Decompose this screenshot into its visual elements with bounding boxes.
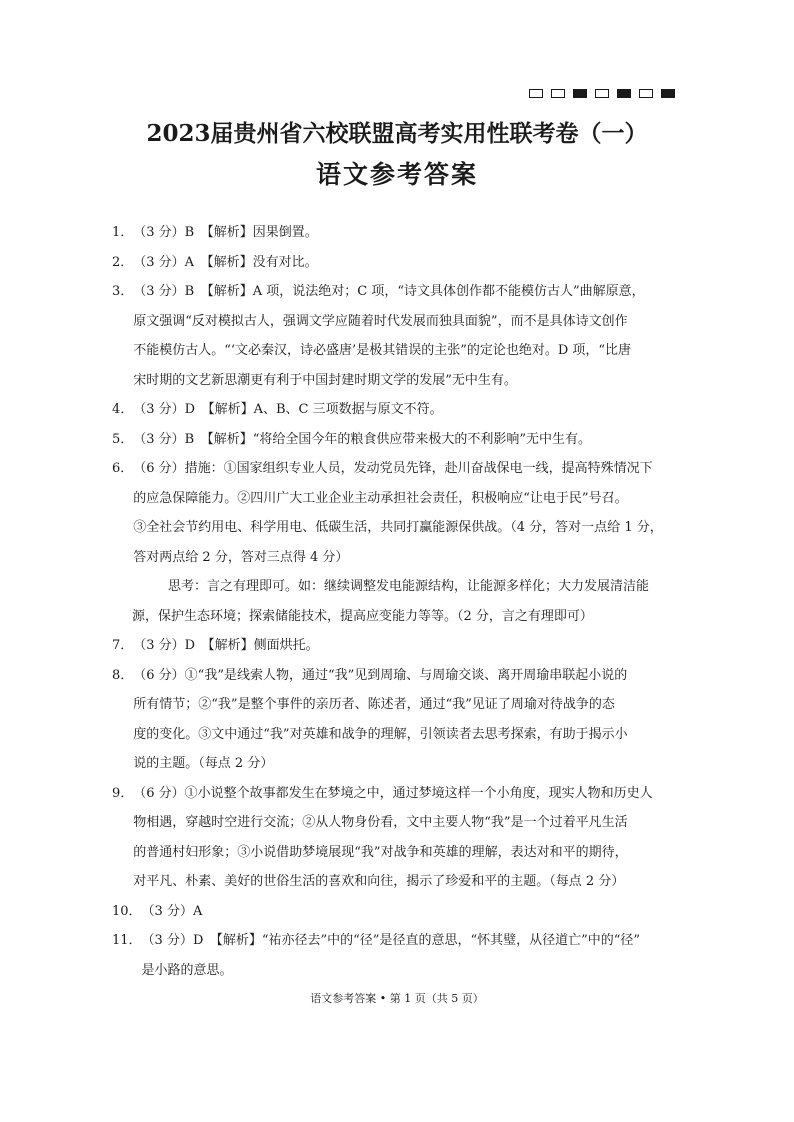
answer-number: 5． [112,431,134,447]
answer-item [112,897,692,927]
answer-list [112,218,692,985]
answer-number: 2． [112,254,134,270]
answer-line: （3 分）A 【解析】没有对比。 [133,254,318,270]
answer-number: 9． [112,785,134,801]
answer-body [133,248,692,278]
document-title: 2023届贵州省六校联盟高考实用性联考卷（一） [146,120,648,147]
answer-line: （3 分）B 【解析】因果倒置。 [133,225,318,240]
answer-note [112,572,692,631]
answer-line: 的应急保障能力。②四川广大工业企业主动承担社会责任，积极响应“让电于民”号召。 [133,490,628,506]
answer-line: 度的变化。③文中通过“我”对英雄和战争的理解，引领读者去思考探索，有助于揭示小 [133,726,628,742]
answer-body [133,218,692,248]
answer-body [142,926,692,985]
answer-number: 3． [112,284,134,299]
answer-body [133,277,692,395]
answer-line: （3 分）B 【解析】“将给全国今年的粮食供应带来极大的不利影响”无中生有。 [133,431,592,447]
answer-item [112,926,692,985]
answer-number: 1． [112,225,134,240]
answer-body [133,631,692,661]
code-mark [595,89,609,98]
answer-number: 10． [112,903,142,919]
answer-item [112,454,692,572]
answer-body [133,454,692,572]
code-mark [573,89,587,98]
answer-item [112,779,692,897]
answer-line: （3 分）D 【解析】“祐亦径去”中的“径”是径直的意思，“怀其璧，从径道亡”中的“径” [141,933,641,948]
answer-body [133,425,692,455]
answer-number: 8． [112,667,134,683]
answer-line: 所有情节；②“我”是整个事件的亲历者、陈述者，通过“我”见证了周瑜对待战争的态 [133,697,615,712]
answer-line: （3 分）A [141,903,203,919]
answer-body [133,661,692,779]
answer-item [112,395,692,425]
answer-line: 源，保护生态环境；探索储能技术，提高应变能力等等。（2 分，言之有理即可） [132,608,593,624]
answer-number: 4． [112,402,134,417]
answer-item [112,248,692,278]
answer-line: 对平凡、朴素、美好的世俗生活的喜欢和向往，揭示了珍爱和平的主题。（每点 2 分） [133,874,625,889]
answer-item [112,631,692,661]
answer-item [112,661,692,779]
answer-line: （6 分）①小说整个故事都发生在梦境之中，通过梦境这样一个小角度，现实人物和历史人 [133,785,653,801]
exam-code-marks [529,89,675,98]
answer-line: （3 分）D 【解析】A、B、C 三项数据与原文不符。 [133,402,443,417]
answer-body [133,779,692,897]
answer-line: （3 分）B 【解析】A 项，说法绝对；C 项，“诗文具体创作都不能模仿古人”曲解原意， [133,284,645,299]
code-mark [529,89,543,98]
page-footer: 语文参考答案 • 第 1 页（共 5 页） [310,992,484,1005]
answer-line: （6 分）①“我”是线索人物，通过“我”见到周瑜、与周瑜交谈、离开周瑜串联起小说的 [133,667,628,683]
answer-line: 不能模仿古人。“‘文必秦汉，诗必盛唐’是极其错误的主张”的定论也绝对。D 项，“比唐 [133,343,632,358]
answer-line: 是小路的意思。 [141,962,233,978]
answer-number: 7． [112,638,134,653]
answer-line: （3 分）D 【解析】侧面烘托。 [133,638,319,653]
answer-item [112,277,692,395]
code-mark [639,89,653,98]
answer-number: 11． [112,933,142,948]
answer-item [112,425,692,455]
code-mark [551,89,565,98]
code-mark [617,89,631,98]
answer-line: （6 分）措施：①国家组织专业人员，发动党员先锋，赴川奋战保电一线，提高特殊情况下 [133,461,653,476]
answer-line: 说的主题。（每点 2 分） [133,756,274,771]
answer-line: 的普通村妇形象；③小说借助梦境展现“我”对战争和英雄的理解，表达对和平的期待， [133,844,628,860]
answer-item [112,218,692,248]
code-mark [661,89,675,98]
answer-body [133,395,692,425]
answer-body [142,897,692,927]
document-subtitle: 语文参考答案 [315,160,478,189]
answer-line: 物相遇，穿越时空进行交流；②从人物身份看，文中主要人物“我”是一个过着平凡生活 [133,815,628,830]
answer-line: 宋时期的文艺新思潮更有利于中国封建时期文学的发展”无中生有。 [133,372,517,388]
answer-line: 原文强调“反对模拟古人，强调文学应随着时代发展而独具面貌”，而不是具体诗文创作 [133,313,628,329]
answer-line: 思考：言之有理即可。如：继续调整发电能源结构，让能源多样化；大力发展清洁能 [168,579,650,594]
answer-number: 6． [112,461,134,476]
answer-line: 答对两点给 2 分，答对三点得 4 分） [133,549,349,565]
answer-body [132,572,692,631]
answer-line: ③全社会节约用电、科学用电、低碳生活，共同打赢能源保供战。（4 分，答对一点给 1 分， [133,520,663,535]
